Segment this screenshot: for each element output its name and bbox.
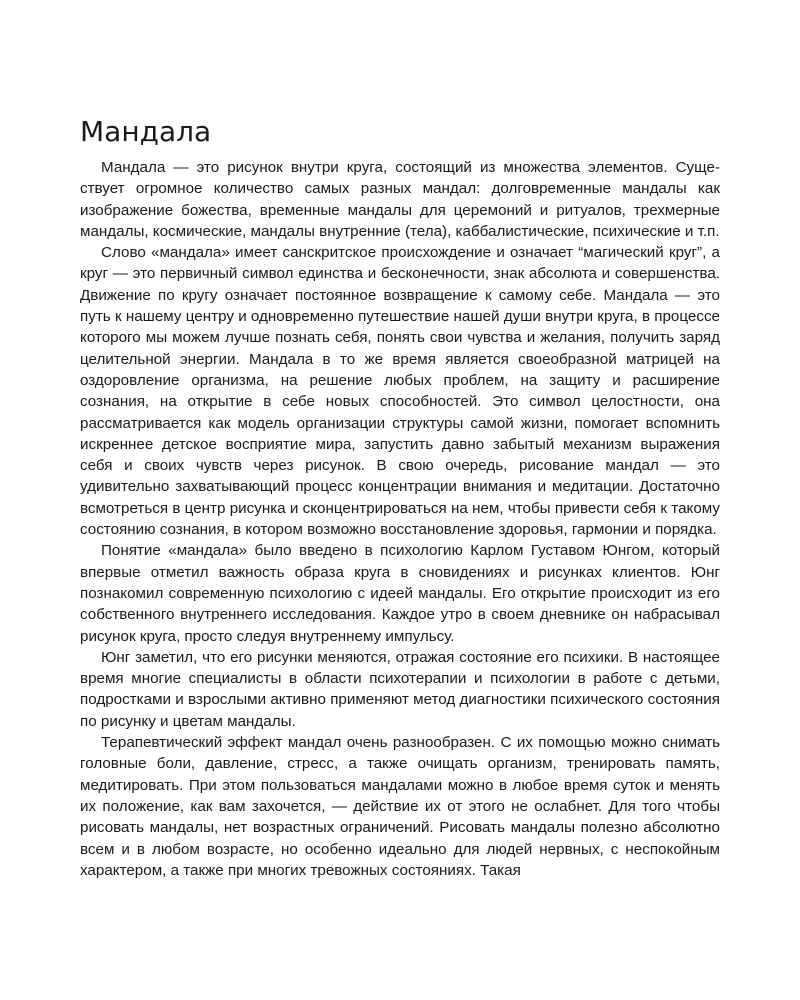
paragraph-1: Мандала — это рисунок внутри круга, состоящий из множества элементов. Существует огромное количество самых разных мандал: долговременные мандалы как изображение божества, временные мандалы для церемоний и ритуалов, трехмерные мандалы, космические, мандалы внутренние (тела), каббалистические, психические и т.п. [80,159,720,240]
paragraph-5: Терапевтический эффект мандал очень разнообразен. С их помощью можно снимать головные боли, давление, стресс, а также очищать организм, тренировать память, медитировать. При этом пользоваться мандалами можно в любое время суток и менять их положение, как вам захочется, — действие их от этого не ослабнет. Для того чтобы рисовать мандалы, нет возрастных ограничений. Рисовать мандалы полезно абсолютно всем и в любом возрасте, но особенно идеально для людей нервных, с неспокойным характером, а также при многих тревожных состояниях. Такая [80,734,720,879]
paragraph-4: Юнг заметил, что его рисунки меняются, отражая состояние его психики. В настоящее время многие специалисты в области психотерапии и психологии в работе с детьми, подростками и взрослыми активно применяют метод диагностики психического состояния по рисунку и цветам мандалы. [80,648,720,730]
page-title: Мандала [80,115,212,148]
article-body [80,157,720,881]
paragraph-3: Понятие «мандала» было введено в психологию Карлом Густавом Юнгом, который впервые отметил важность образа круга в сновидениях и рисунках клиентов. Юнг познакомил современную психологию с идеей мандалы. Его открытие происходит из его собственного внутреннего исследования. Каждое утро в своем дневнике он набрасывал рисунок круга, просто следуя внутреннему импульсу. [80,542,720,645]
paragraph-2: Слово «мандала» имеет санскритское происхождение и означает “магический круг”, а круг — это первичный символ единства и бесконечности, знак абсолюта и совершенства. Движение по кругу означает постоянное возвращение к самому себе. Мандала — это путь к нашему центру и одновременно путешествие нашей души внутри круга, в процессе которого мы можем лучше познать себя, понять свои чувства и желания, получить заряд целительной энергии. Мандала в то же время является своеобразной матрицей на оздоровление организма, на решение любых проблем, на защиту и расширение сознания, на открытие в себе новых способностей. Это символ целостности, она рассматривается как модель организации структуры самой жизни, помогает вспомнить искреннее детское восприятие мира, запустить давно забытый механизм выражения себя и своих чувств через рисунок. В свою очередь, рисование мандал — это удивительно захватывающий процесс концентрации внимания и медитации. Достаточно всмотреться в центр рисунка и сконцентрироваться на нем, чтобы привести себя к такому состоянию сознания, в котором возможно восстановление здоровья, гармонии и порядка. [80,244,720,539]
